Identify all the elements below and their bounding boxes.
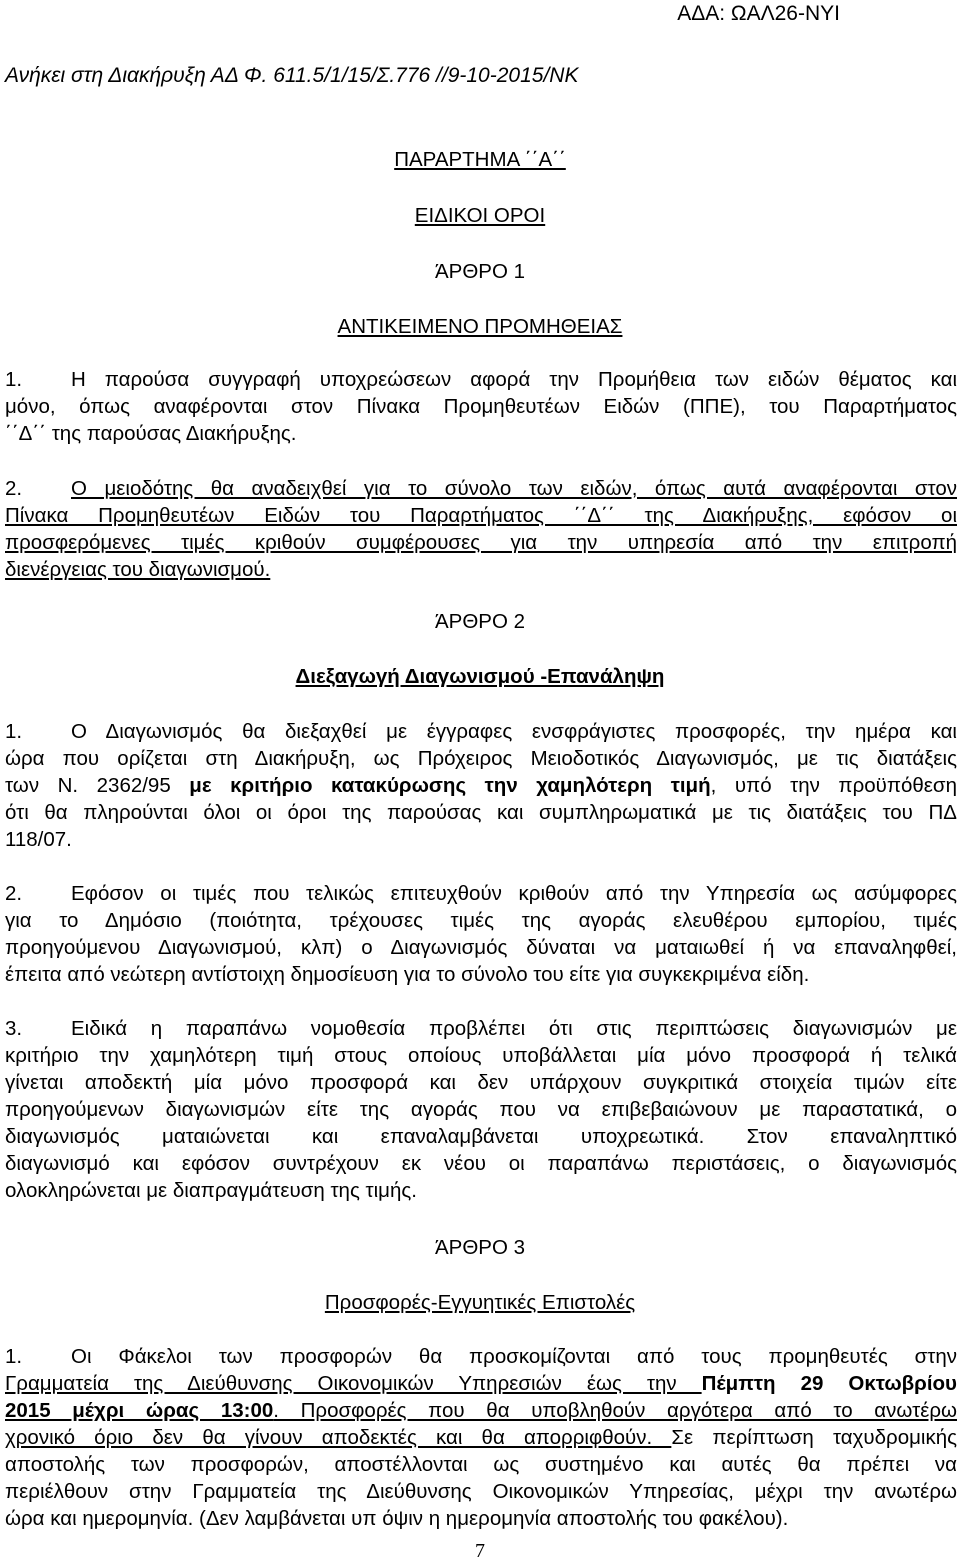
text-line: περιέλθουν στην Γραμματεία της Διεύθυνσης Οικονομικών Υπηρεσίας, μέχρι την ανωτέρω <box>5 1480 957 1503</box>
text-line: γίνεται αποδεκτή μία μόνο προσφορά και δεν υπάρχουν συγκριτικά στοιχεία τιμών είτε <box>5 1071 957 1094</box>
text-line: κριτήριο την χαμηλότερη τιμή στους οποίους υποβάλλεται μία μόνο προσφορά ή τελικά <box>5 1044 957 1067</box>
text-line: Πίνακα Προμηθευτέων Ειδών του Παραρτήματος ΄΄Δ΄΄ της Διακήρυξης, εφόσον οι <box>5 504 957 527</box>
text-line: ολοκληρώνεται με διαπραγμάτευση της τιμής. <box>5 1179 417 1202</box>
article-1-title: ΑΝΤΙΚΕΙΜΕΝΟ ΠΡΟΜΗΘΕΙΑΣ <box>337 315 623 338</box>
text-line: διαγωνισμός ματαιώνεται και επαναλαμβάνεται υποχρεωτικά. Στον επαναληπτικό <box>5 1125 957 1148</box>
paragraph-number: 1. <box>5 1345 23 1368</box>
text-line: ώρα που ορίζεται στη Διακήρυξη, ως Πρόχειρος Μειοδοτικός Διαγωνισμός, με τις διατάξεις <box>5 747 957 770</box>
text-line: 1. Οι Φάκελοι των προσφορών θα προσκομίζονται από τους προμηθευτές στην <box>5 1345 957 1368</box>
paragraph-number: 2. <box>5 477 23 500</box>
text-line: μόνο, όπως αναφέρονται στον Πίνακα Προμηθευτέων Ειδών (ΠΠΕ), του Παραρτήματος <box>5 395 957 418</box>
text-line: ότι θα πληρούνται όλοι οι όροι της παρούσας και συμπληρωματικά με τις διατάξεις του ΠΔ <box>5 801 957 824</box>
article-1-paragraph-2 <box>5 475 957 583</box>
paragraph-number: 1. <box>5 368 23 391</box>
text-line: 1. Η παρούσα συγγραφή υποχρεώσεων αφορά την Προμήθεια των ειδών θέματος και <box>5 368 957 391</box>
annex-subtitle: ΕΙΔΙΚΟΙ ΟΡΟΙ <box>414 204 546 227</box>
paragraph-number: 3. <box>5 1017 23 1040</box>
text-line: προσφερόμενες τιμές κριθούν συμφέρουσες για την υπηρεσία από την επιτροπή <box>5 531 957 554</box>
text-line: για το Δημόσιο (ποιότητα, τρέχουσες τιμές της αγοράς ελευθέρου εμπορίου, τιμές <box>5 909 957 932</box>
text-line: 1. Ο Διαγωνισμός θα διεξαχθεί με έγγραφες ενσφράγιστες προσφορές, την ημέρα και <box>5 720 957 743</box>
article-2-paragraph-3 <box>5 1015 957 1204</box>
article-2-paragraph-2 <box>5 880 957 988</box>
article-1-heading: ΆΡΘΡΟ 1 <box>434 260 526 283</box>
text-line: 2. Ο μειοδότης θα αναδειχθεί για το σύνολο των ειδών, όπως αυτά αναφέρονται στον <box>5 477 957 500</box>
text-line: προηγούμενου Διαγωνισμού, κλπ) ο Διαγωνισμός δύναται να ματαιωθεί ή να επαναληφθεί, <box>5 936 957 959</box>
text-line: 2015 μέχρι ώρας 13:00. Προσφορές που θα υποβληθούν αργότερα από το ανωτέρω <box>5 1399 957 1422</box>
page-number: 7 <box>475 1540 485 1562</box>
article-3-heading: ΆΡΘΡΟ 3 <box>434 1236 526 1259</box>
text-line: χρονικό όριο δεν θα γίνουν αποδεκτές και θα απορριφθούν. Σε περίπτωση ταχυδρομικής <box>5 1426 957 1449</box>
text-line: Γραμματεία της Διεύθυνσης Οικονομικών Υπηρεσιών έως την Πέμπτη 29 Οκτωβρίου <box>5 1372 957 1395</box>
text-line: 2. Εφόσον οι τιμές που τελικώς επιτευχθούν κριθούν από την Υπηρεσία ως ασύμφορες <box>5 882 957 905</box>
article-3-title: Προσφορές-Εγγυητικές Επιστολές <box>324 1291 636 1314</box>
article-3-paragraph-1 <box>5 1343 957 1532</box>
annex-title: ΠΑΡΑΡΤΗΜΑ ΄΄Α΄΄ <box>394 148 566 171</box>
reference-line: Ανήκει στη Διακήρυξη ΑΔ Φ. 611.5/1/15/Σ.776 //9-10-2015/ΝΚ <box>5 64 579 87</box>
article-2-paragraph-1 <box>5 718 957 853</box>
text-line: των Ν. 2362/95 με κριτήριο κατακύρωσης την χαμηλότερη τιμή, υπό την προϋπόθεση <box>5 774 957 797</box>
text-line: αποστολής των προσφορών, αποστέλλονται ως συστημένο και αυτές θα πρέπει να <box>5 1453 957 1476</box>
paragraph-number: 1. <box>5 720 23 743</box>
text-line: 3. Ειδικά η παραπάνω νομοθεσία προβλέπει ότι στις περιπτώσεις διαγωνισμών με <box>5 1017 957 1040</box>
text-line: ώρα και ημερομηνία. (Δεν λαμβάνεται υπ όψιν η ημερομηνία αποστολής του φακέλου). <box>5 1507 789 1530</box>
text-line: έπειτα από νεώτερη αντίστοιχη δημοσίευση για το σύνολο του είτε για συγκεκριμένα είδη. <box>5 963 810 986</box>
text-line: προηγούμενων διαγωνισμών είτε της αγοράς που να επιβεβαιώνουν με παραστατικά, ο <box>5 1098 957 1121</box>
text-line: διαγωνισμό και εφόσον συντρέχουν εκ νέου οι παραπάνω περιστάσεις, ο διαγωνισμός <box>5 1152 957 1175</box>
article-1-paragraph-1 <box>5 366 957 447</box>
text-line: 118/07. <box>5 828 72 851</box>
text-line: ΄΄Δ΄΄ της παρούσας Διακήρυξης. <box>5 422 297 445</box>
article-2-title: Διεξαγωγή Διαγωνισμού -Επανάληψη <box>295 665 665 688</box>
paragraph-number: 2. <box>5 882 23 905</box>
ada-code: ΑΔΑ: ΩΑΛ26-ΝΥΙ <box>677 2 840 25</box>
article-2-heading: ΆΡΘΡΟ 2 <box>434 610 526 633</box>
text-line: διενέργειας του διαγωνισμού. <box>5 558 271 581</box>
